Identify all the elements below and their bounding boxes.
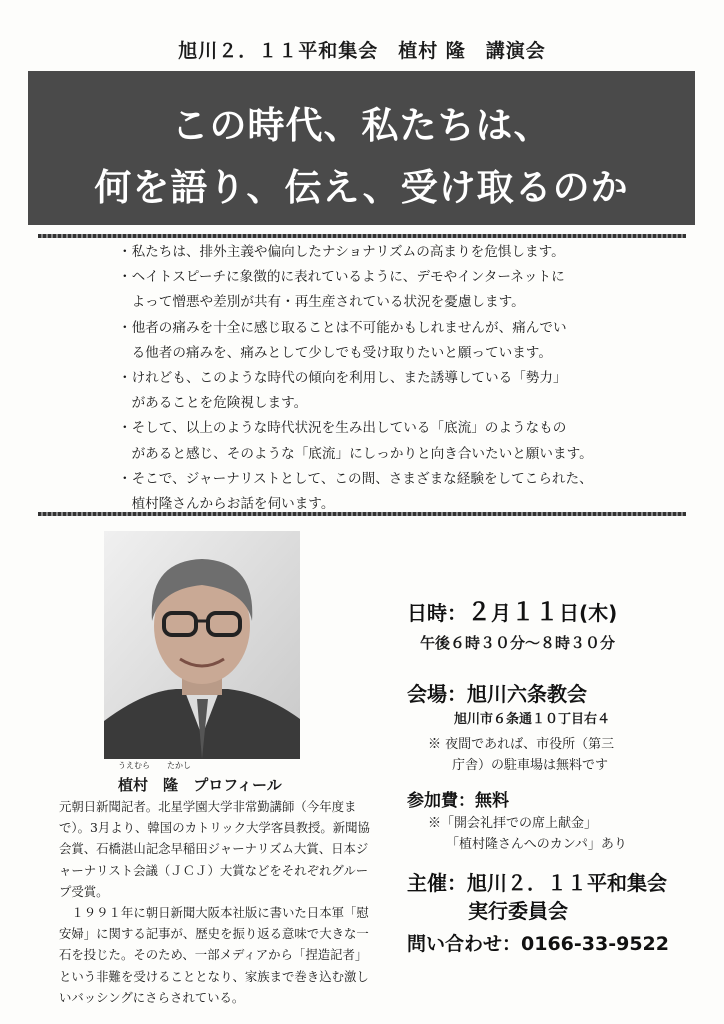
profile-paragraph: 元朝日新聞記者。北星学園大学非常勤講師（今年度まで）。3月より、韓国のカトリック大学客員教授。新聞協会賞、石橋湛山記念早稲田ジャーナリズム大賞、日本ジャーナリスト会議（ＪＣＪ）大賞などをそれぞれグループ受賞。 bbox=[59, 799, 370, 899]
venue-note: ※ 夜間であれば、市役所（第三 bbox=[428, 737, 615, 752]
profile-paragraph: １９９１年に朝日新聞大阪本社版に書いた日本軍「慰安婦」に関する記事が、歴史を振り返る意味で大きな一石を投じた。そのため、一部メディアから「捏造記者」という非難を受けることとなり、家族まで巻き込む激しいバッシングにさらされている。 bbox=[59, 905, 369, 1005]
date-label: 日時： bbox=[407, 601, 467, 625]
banner-line-1: この時代、私たちは、 bbox=[171, 104, 552, 147]
organizer: 主催：旭川２．１１平和集会 bbox=[407, 871, 667, 895]
date-day: １１ bbox=[511, 598, 559, 626]
ruby-family: うえむら bbox=[118, 761, 150, 770]
organizer-line-2: 実行委員会 bbox=[468, 899, 568, 923]
statement-line: があることを危険視します。 bbox=[118, 395, 308, 412]
statement-line: よって憎悪や差別が共有・再生産されている状況を憂慮します。 bbox=[118, 294, 525, 311]
profile-text bbox=[59, 796, 371, 1008]
event-time: 午後６時３０分～８時３０分 bbox=[420, 634, 616, 652]
date-month-unit: 月 bbox=[491, 601, 511, 625]
fee-note: 「植村隆さんへのカンパ」あり bbox=[446, 837, 627, 852]
fee-label: 参加費：無料 bbox=[407, 791, 509, 811]
statement-line: ・そこで、ジャーナリストとして、この間、さまざまな経験をしてこられた、 bbox=[118, 470, 593, 487]
venue-address: 旭川市６条通１０丁目右４ bbox=[454, 712, 611, 727]
event-header: 旭川２．１１平和集会 植村 隆 講演会 bbox=[178, 40, 546, 62]
statement-line: ・けれども、このような時代の傾向を利用し、また誘導している「勢力」 bbox=[118, 370, 567, 387]
date-weekday: (木) bbox=[579, 601, 618, 625]
title-banner bbox=[28, 71, 695, 225]
speaker-photo bbox=[104, 531, 300, 759]
statement-line: ・私たちは、排外主義や偏向したナショナリズムの高まりを危惧します。 bbox=[118, 244, 565, 260]
statement-line: る他者の痛みを、痛みとして少しでも受け取りたいと願っています。 bbox=[118, 344, 552, 361]
date-day-unit: 日 bbox=[559, 601, 579, 625]
statement-line: があると感じ、そのような「底流」にしっかりと向き合いたいと願います。 bbox=[118, 445, 593, 462]
bottom-divider bbox=[38, 512, 686, 516]
contact-info: 問い合わせ：0166-33-9522 bbox=[407, 933, 669, 955]
date-month: ２ bbox=[467, 598, 491, 626]
profile-label: プロフィール bbox=[193, 776, 282, 794]
speaker-name: 植村 隆 bbox=[118, 776, 179, 794]
statement-line: ・ヘイトスピーチに象徴的に表れているように、デモやインターネットに bbox=[118, 269, 565, 286]
venue-note: 庁舎）の駐車場は無料です bbox=[452, 758, 609, 773]
statement-line: ・そして、以上のような時代状況を生み出している「底流」のようなもの bbox=[118, 420, 567, 437]
statement-line: ・他者の痛みを十全に感じ取ることは不可能かもしれませんが、痛んでい bbox=[118, 319, 567, 336]
venue-label: 会場：旭川六条教会 bbox=[407, 682, 587, 706]
profile-heading bbox=[118, 774, 282, 795]
fee-note: ※「開会礼拝での席上献金」 bbox=[428, 816, 598, 831]
statement-line: 植村隆さんからお話を伺います。 bbox=[118, 496, 335, 513]
statement-list bbox=[118, 240, 618, 517]
event-date bbox=[407, 592, 617, 627]
banner-line-2: 何を語り、伝え、受け取るのか bbox=[94, 166, 629, 209]
top-divider bbox=[38, 234, 686, 238]
ruby-given: たかし bbox=[167, 761, 191, 770]
